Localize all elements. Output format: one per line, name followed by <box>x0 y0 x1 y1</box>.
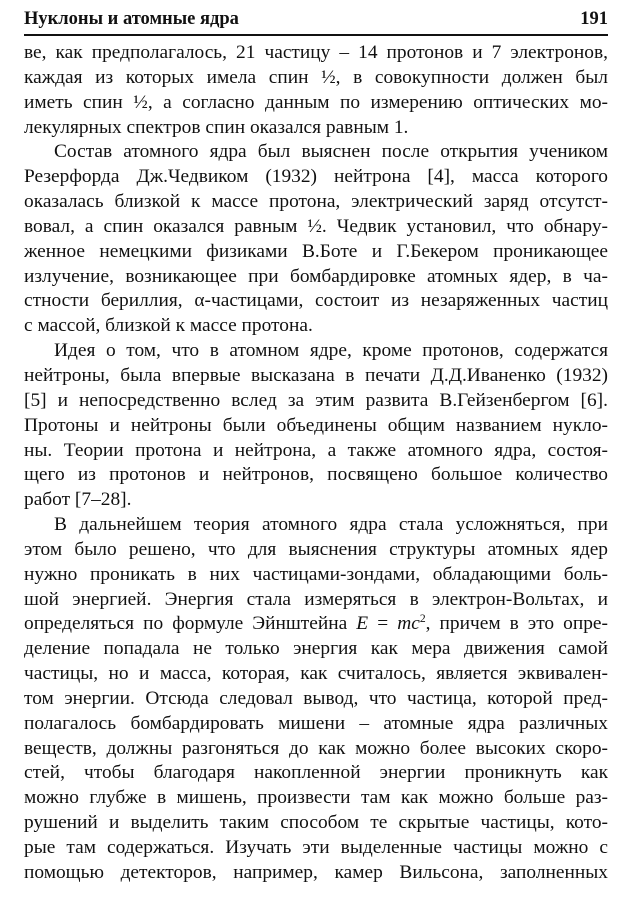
text-line: этом было решено, что для выяснения структуры атомных ядер <box>24 538 608 560</box>
text-line: ны. Теории протона и нейтрона, а также атомного ядра, состоя- <box>24 439 608 461</box>
page-number: 191 <box>580 9 608 29</box>
body-text <box>24 41 608 886</box>
text-line: рушений и выделить таким способом те скрытые частицы, кото- <box>24 812 608 834</box>
text-line: Идея о том, что в атомном ядре, кроме протонов, содержатся <box>54 340 608 362</box>
formula-exponent: 2 <box>419 612 426 626</box>
text-line: ве, как предполагалось, 21 частицу – 14 протонов и 7 электронов, <box>24 42 608 63</box>
text-line: шой энергией. Энергия стала измеряться в электрон-Вольтах, и <box>24 588 608 610</box>
text-line: излучение, возникающее при бомбардировке атомных ядер, в ча- <box>24 265 608 287</box>
text-line: том энергии. Отсюда следовал вывод, что частица, которой пред- <box>24 687 608 709</box>
text-line: с массой, близкой к массе протона. <box>24 315 313 337</box>
text-line: можно глубже в мишень, произвести там как можно больше раз- <box>24 787 608 809</box>
text-line: помощью детекторов, например, камер Вильсона, заполненных <box>24 861 608 883</box>
text-line: Состав атомного ядра был выяснен после открытия учеником <box>54 141 608 163</box>
paragraph-3 <box>24 339 608 513</box>
text-line: оказалась близкой к массе протона, электрический заряд отсутст- <box>24 191 608 213</box>
running-header <box>24 8 608 36</box>
formula-line-before: определяться по формуле Эйнштейна <box>24 613 357 635</box>
formula-line-after: , причем в это опре- <box>425 613 608 635</box>
text-line: частицы, но и масса, которая, как считалось, является эквивален- <box>24 663 608 685</box>
chapter-title: Нуклоны и атомные ядра <box>24 9 239 29</box>
paragraph-1 <box>24 41 608 140</box>
einstein-formula <box>356 613 425 634</box>
text-line: щего из протонов и нейтронов, посвящено большое количество <box>24 464 608 486</box>
text-line: Протоны и нейтроны были объединены общим названием нукло- <box>24 414 608 436</box>
paragraph-2 <box>24 140 608 339</box>
text-line: стей, чтобы благодаря накопленной энергии проникнуть как <box>24 762 608 784</box>
book-page <box>24 8 608 886</box>
text-line: стности бериллия, α-частицами, состоит из незаряженных частиц <box>24 290 608 312</box>
text-line: работ [7–28]. <box>24 489 132 511</box>
text-line: [5] и непосредственно вслед за этим развита В.Гейзенбергом [6]. <box>24 389 608 411</box>
text-line: женное немецкими физиками В.Боте и Г.Бекером проникающее <box>24 240 608 262</box>
text-line: нужно проникать в них частицами-зондами, обладающими боль- <box>24 563 608 585</box>
text-line: рые там содержаться. Изучать эти выделенные частицы можно с <box>24 837 608 858</box>
text-line: полагалось бомбардировать мишени – атомные ядра различных <box>24 712 608 734</box>
text-line: веществ, должны разгоняться до как можно более высоких скоро- <box>24 737 608 759</box>
formula-lhs: E <box>356 613 369 635</box>
text-line: вовал, а спин оказался равным ½. Чедвик установил, что обнару- <box>24 215 608 237</box>
paragraph-4 <box>24 513 608 886</box>
text-line: нейтроны, была впервые высказана в печати Д.Д.Иваненко (1932) <box>24 364 608 386</box>
text-line: деление попадала не только энергия как мера движения самой <box>24 638 608 660</box>
text-line-with-formula <box>24 612 608 637</box>
text-line: каждая из которых имела спин ½, в совокупности должен был <box>24 66 608 88</box>
formula-rhs: mc <box>397 613 420 635</box>
formula-eq: = <box>368 613 398 635</box>
text-line: Резерфорда Дж.Чедвиком (1932) нейтрона [4], масса которого <box>24 166 608 188</box>
text-line: иметь спин ½, а согласно данным по измерению оптических мо- <box>24 91 608 113</box>
text-line: лекулярных спектров спин оказался равным 1. <box>24 116 409 138</box>
text-line: В дальнейшем теория атомного ядра стала усложняться, при <box>54 514 608 536</box>
